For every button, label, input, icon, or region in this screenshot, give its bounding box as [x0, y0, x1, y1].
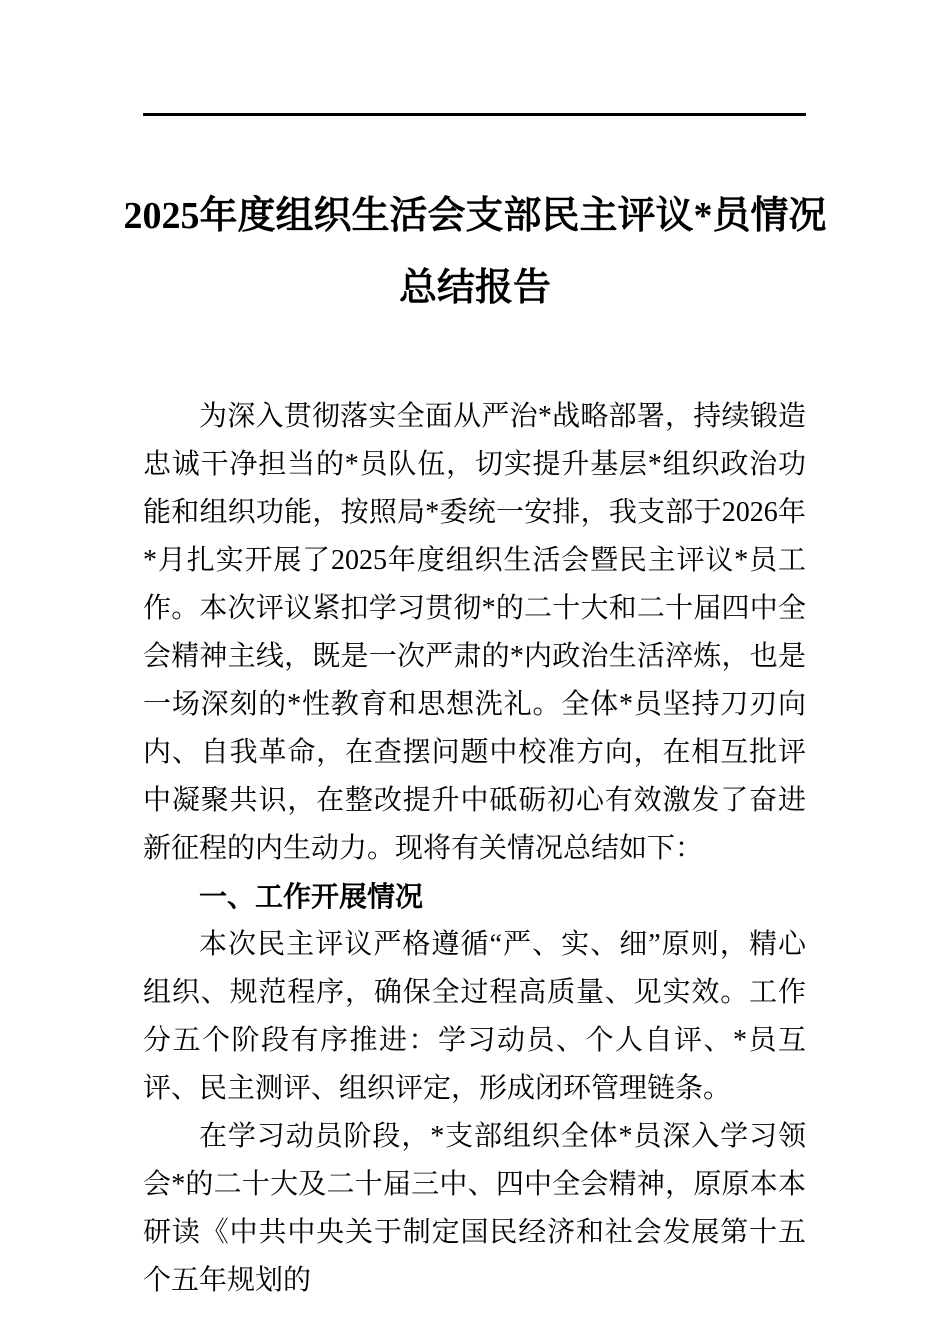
header-rule — [143, 113, 806, 116]
document-body — [143, 393, 806, 1305]
body-paragraph-1: 为深入贯彻落实全面从严治*战略部署，持续锻造忠诚干净担当的*员队伍，切实提升基层*组织政治功能和组织功能，按照局*委统一安排，我支部于2026年*月扎实开展了2025年度组织生活会暨民主评议*员工作。本次评议紧扣学习贯彻*的二十大和二十届四中全会精神主线，既是一次严肃的*内政治生活淬炼，也是一场深刻的*性教育和思想洗礼。全体*员坚持刀刃向内、自我革命，在查摆问题中校准方向，在相互批评中凝聚共识，在整改提升中砥砺初心有效激发了奋进新征程的内生动力。现将有关情况总结如下： — [143, 401, 806, 864]
body-paragraph-3: 在学习动员阶段，*支部组织全体*员深入学习领会*的二十大及二十届三中、四中全会精神，原原本本研读《中共中央关于制定国民经济和社会发展第十五个五年规划的 — [143, 1121, 806, 1296]
section-heading-1: 一、工作开展情况 — [199, 881, 424, 912]
body-paragraph-2: 本次民主评议严格遵循“严、实、细”原则，精心组织、规范程序，确保全过程高质量、见实效。工作分五个阶段有序推进：学习动员、个人自评、*员互评、民主测评、组织评定，形成闭环管理链条。 — [143, 929, 806, 1104]
document-title — [120, 180, 830, 324]
document-title-line-2: 总结报告 — [398, 267, 551, 309]
document-title-line-1: 2025年度组织生活会支部民主评议*员情况 — [123, 195, 827, 237]
